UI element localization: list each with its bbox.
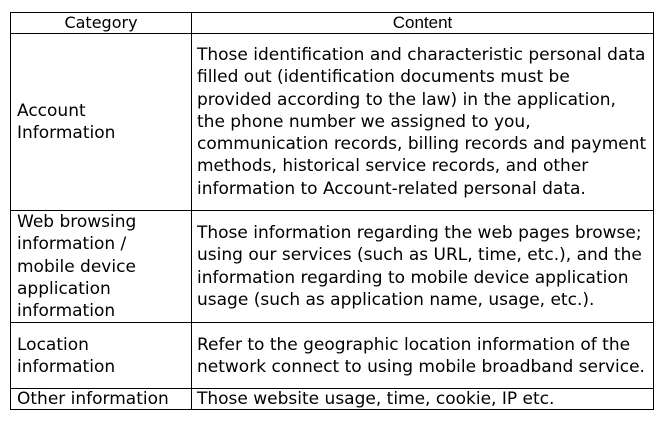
category-cell: Account Information bbox=[11, 34, 192, 211]
table-row bbox=[11, 389, 654, 410]
content-cell: Those information regarding the web pages browse; using our services (such as URL, time, etc.), and the information regarding to mobile device application usage (such as application name, usage, etc.). bbox=[192, 211, 654, 323]
table-row bbox=[11, 34, 654, 211]
content-cell: Refer to the geographic location information of the network connect to using mobile broadband service. bbox=[192, 323, 654, 389]
table-row bbox=[11, 211, 654, 323]
content-cell: Those identification and characteristic personal data filled out (identification documents must be provided according to the law) in the application, the phone number we assigned to you, communication records, billing records and payment methods, historical service records, and other information to Account-related personal data. bbox=[192, 34, 654, 211]
document bbox=[10, 12, 654, 410]
category-column-header: Category bbox=[11, 13, 192, 34]
personal-data-table bbox=[10, 12, 654, 410]
category-cell: Other information bbox=[11, 389, 192, 410]
table-header-row bbox=[11, 13, 654, 34]
content-cell: Those website usage, time, cookie, IP etc. bbox=[192, 389, 654, 410]
category-cell: Web browsing information / mobile device application information bbox=[11, 211, 192, 323]
content-column-header: Content bbox=[192, 13, 654, 34]
category-cell: Location information bbox=[11, 323, 192, 389]
table-row bbox=[11, 323, 654, 389]
